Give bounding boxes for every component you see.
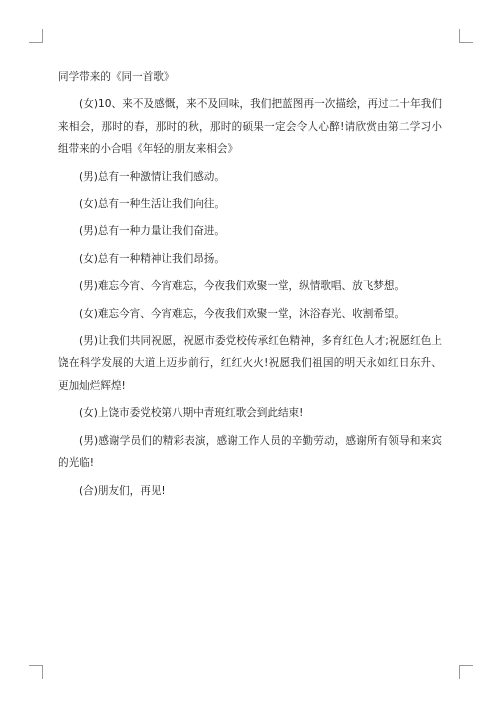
paragraph: (女)难忘今宵、今宵难忘，今夜我们欢聚一堂，沐浴春光、收割希望。	[79, 307, 406, 320]
paragraph: 同学带来的《同一首歌》	[58, 71, 175, 83]
crop-mark-bottom-right	[459, 665, 473, 679]
paragraph: (男)难忘今宵、今宵难忘，今夜我们欢聚一堂，纵情歌唱、放飞梦想。	[79, 280, 406, 293]
paragraph: (合)朋友们，再见!	[79, 484, 166, 497]
paragraph: (女)总有一种精神让我们昂扬。	[79, 252, 225, 265]
crop-mark-top-right	[459, 29, 473, 43]
paragraph: (男)感谢学员们的精彩表演，感谢工作人员的辛勤劳动，感谢所有领导和来宾的光临!	[58, 434, 442, 470]
crop-mark-top-left	[29, 29, 43, 43]
paragraph: (女)总有一种生活让我们向往。	[79, 198, 225, 211]
document-body	[58, 66, 442, 502]
crop-mark-bottom-left	[29, 665, 43, 679]
paragraph: (女)上饶市委党校第八期中青班红歌会到此结束!	[79, 407, 304, 420]
paragraph: (男)总有一种激情让我们感动。	[79, 170, 225, 183]
paragraph: (男)总有一种力量让我们奋进。	[79, 225, 225, 238]
paragraph: (男)让我们共同祝愿，祝愿市委党校传承红色精神，多育红色人才;祝愿红色上饶在科学发展的大道上迈步前行，红红火火!祝愿我们祖国的明天永如红日东升、更加灿烂辉煌!	[58, 335, 442, 392]
paragraph: (女)10、来不及感慨，来不及回味，我们把蓝图再一次描绘，再过二十年我们来相会，那时的春，那时的秋，那时的硕果一定会令人心醉!请欣赏由第二学习小组带来的小合唱《年轻的朋友来相会》	[58, 98, 442, 156]
